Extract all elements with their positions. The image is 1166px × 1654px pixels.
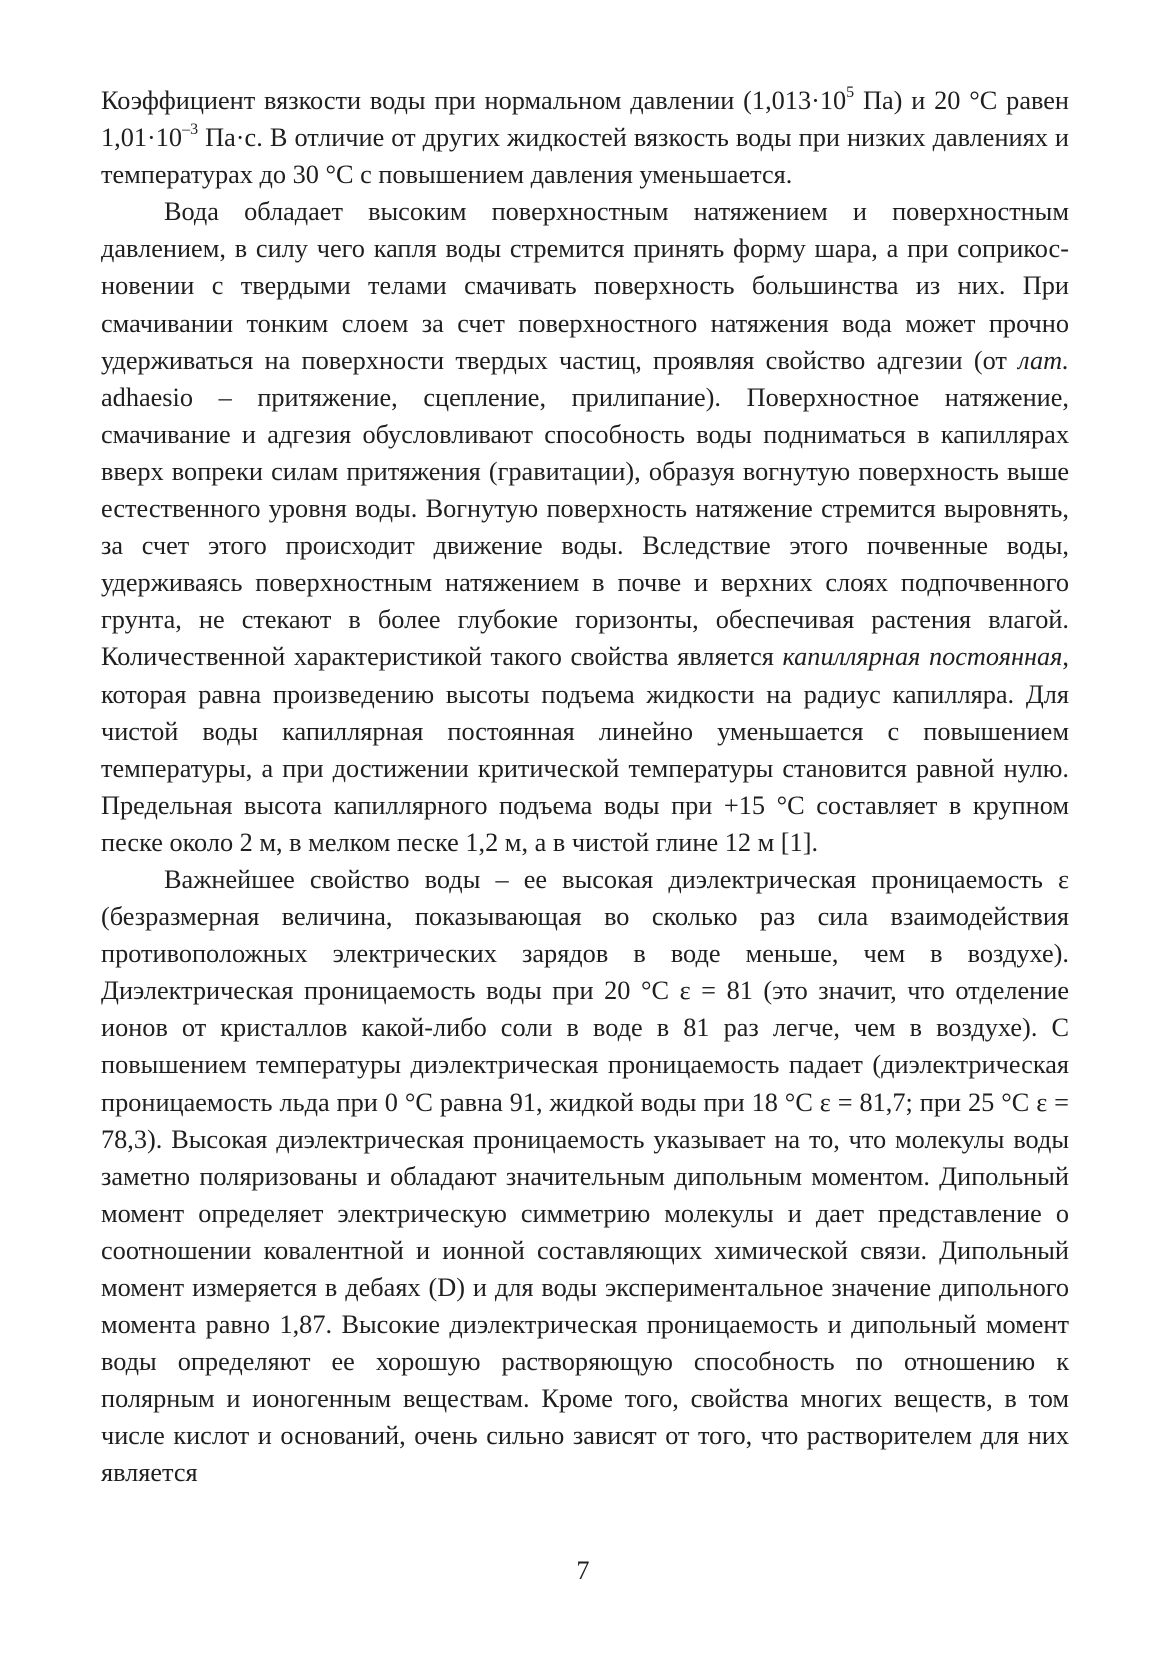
italic-term: капиллярная постоянная	[782, 642, 1063, 672]
superscript-exponent: –3	[182, 121, 199, 139]
page-number: 7	[576, 1556, 590, 1585]
paragraph-viscosity	[101, 82, 1069, 193]
paragraph-text: Па·с. В отличие от других жидкостей вязкость воды при низких давлениях и температурах до 30 °С с повышением давления уменьшается.	[101, 123, 1069, 190]
paragraph-text: Вода обладает высоким поверхностным натяжением и поверхностным давлением, в силу чего капля воды стремится принять форму шара, а при соприкосновении с твердыми телами смачивать поверхность большинства из них. При смачивании тонким слоем за счет поверхностного натяжения вода может прочно удерживаться на поверхности твердых частиц, проявляя свойство адгезии (от	[101, 197, 1069, 375]
paragraph-text: Коэффициент вязкости воды при нормальном давлении (1,013·10	[101, 86, 847, 115]
paragraph-text: Па) и 20 °С равен 1,01·10	[101, 86, 1070, 153]
paragraph-text: , которая равна произведению высоты подъема жидкости на радиус капилляра. Для чистой воды капиллярная постоянная линейно уменьшается с повышением температуры, а при достижении критической температуры становится равной нулю. Предельная высота капиллярного подъема воды при +15 °С составляет в крупном песке около 2 м, в мелком песке 1,2 м, а в чистой глине 12 м [1].	[101, 642, 1069, 857]
paragraph-text: adhaesio – притяжение, сцепление, прилипание). Поверхностное натяжение, смачивание и адгезия обусловливают способность воды подниматься в капиллярах вверх вопреки силам притяжения (гравитации), образуя вогнутую поверхность выше естественного уровня воды. Вогнутую поверхность натяжение стремится выровнять, за счет этого происходит движение воды. Вследствие этого почвенные воды, удерживаясь поверхностным натяжением в почве и верхних слоях подпочвенного грунта, не стекают в более глубокие горизонты, обеспечивая растения влагой. Количественной характеристикой такого свойства является	[101, 382, 1069, 672]
superscript-exponent: 5	[846, 84, 855, 102]
italic-term: лат.	[1018, 345, 1069, 375]
paragraph-dielectric: Важнейшее свойство воды – ее высокая диэлектрическая проницаемость ε (безразмерная величина, показывающая во сколько раз сила взаимодействия противоположных электрических зарядов в воде меньше, чем в воздухе). Диэлектрическая проницаемость воды при 20 °С ε = 81 (это значит, что отделение ионов от кристаллов какой-либо соли в воде в 81 раз легче, чем в воздухе). С повышением температуры диэлектрическая проницаемость падает (диэлектрическая проницаемость льда при 0 °С равна 91, жидкой воды при 18 °С ε = 81,7; при 25 °С ε = 78,3). Высокая диэлектрическая проницаемость указывает на то, что молекулы воды заметно поляризованы и обладают значительным дипольным моментом. Дипольный момент определяет электрическую симметрию молекулы и дает представление о соотношении ковалентной и ионной составляющих химической связи. Дипольный момент измеряется в дебаях (D) и для воды экспериментальное значение дипольного момента равно 1,87. Высокие диэлектрическая проницаемость и дипольный момент воды определяют ее хорошую растворяющую способность по отношению к полярным и ионогенным веществам. Кроме того, свойства многих веществ, в том числе кислот и оснований, очень сильно зависят от того, что растворителем для них является	[101, 864, 1069, 1488]
paragraph-surface-tension	[101, 193, 1069, 861]
body-text	[101, 82, 1069, 1492]
